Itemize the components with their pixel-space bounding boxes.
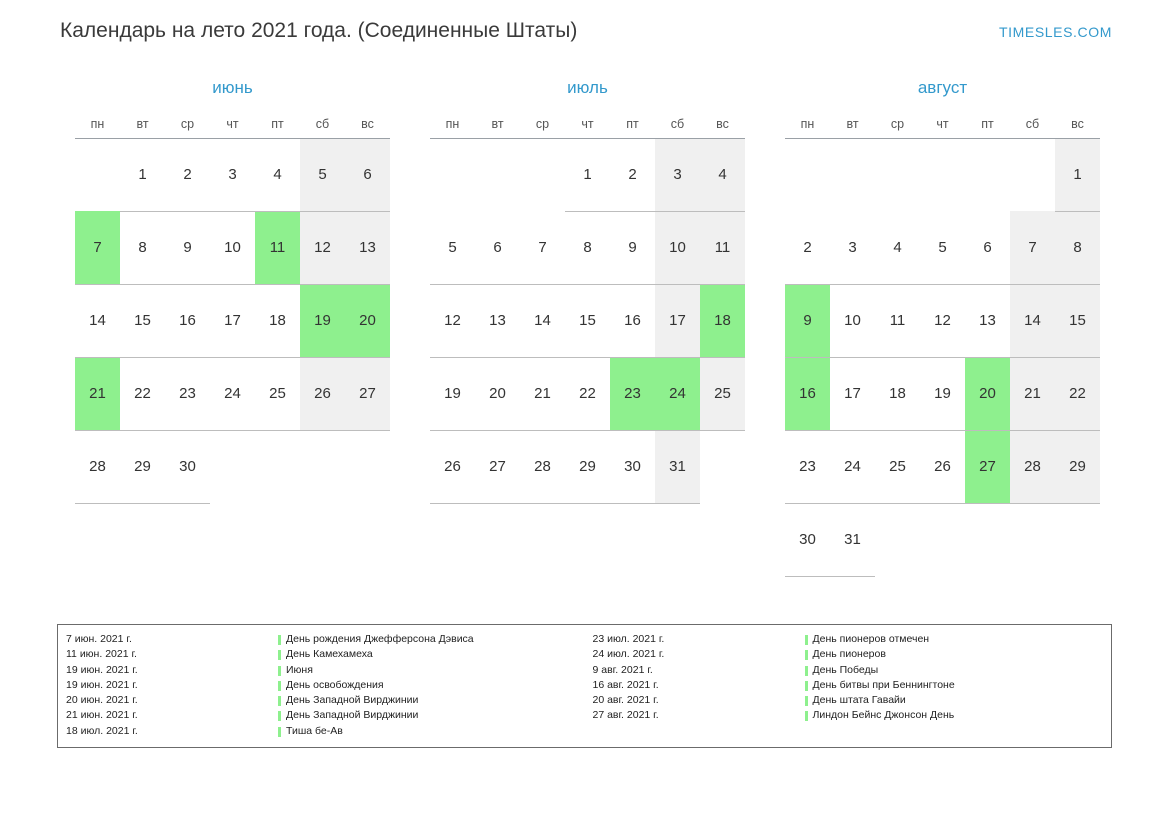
day-cell[interactable]: 28 <box>75 430 120 503</box>
day-cell-empty <box>875 138 920 211</box>
day-cell-empty <box>700 430 745 503</box>
holiday-legend <box>57 624 1112 748</box>
legend-column-left <box>58 632 585 739</box>
legend-date: 9 авг. 2021 г. <box>592 663 653 676</box>
day-cell[interactable]: 29 <box>565 430 610 503</box>
day-cell[interactable]: 24 <box>830 430 875 503</box>
day-cell[interactable]: 3 <box>210 138 255 211</box>
week-row <box>75 138 390 211</box>
day-cell[interactable]: 7 <box>1010 211 1055 284</box>
day-cell-holiday[interactable]: 7 <box>75 211 120 284</box>
week-row <box>75 211 390 284</box>
legend-holiday-name: Тиша бе-Ав <box>278 724 581 739</box>
month-block-август <box>770 78 1115 577</box>
day-cell-empty <box>830 138 875 211</box>
day-cell[interactable]: 1 <box>565 138 610 211</box>
day-cell[interactable]: 18 <box>255 284 300 357</box>
page-title: Календарь на лето 2021 года. (Соединенные Штаты) <box>60 19 578 42</box>
day-cell[interactable]: 6 <box>965 211 1010 284</box>
day-cell-empty <box>875 503 920 576</box>
day-cell-holiday[interactable]: 9 <box>785 284 830 357</box>
day-cell[interactable]: 3 <box>830 211 875 284</box>
day-cell-holiday[interactable]: 19 <box>300 284 345 357</box>
day-cell-holiday[interactable]: 20 <box>965 357 1010 430</box>
weekday-header-row <box>785 110 1100 138</box>
legend-date: 7 июн. 2021 г. <box>66 633 132 645</box>
legend-date: 21 июн. 2021 г. <box>66 709 138 722</box>
weekday-ср: ср <box>875 110 920 138</box>
day-cell-holiday[interactable]: 24 <box>655 357 700 430</box>
day-cell[interactable]: 10 <box>210 211 255 284</box>
month-table <box>75 110 390 504</box>
day-cell[interactable]: 7 <box>520 211 565 284</box>
month-name: июнь <box>212 78 253 97</box>
legend-holiday-name: День рождения Джефферсона Дэвиса <box>278 632 581 647</box>
weekday-пт: пт <box>610 110 655 138</box>
day-cell-empty <box>255 430 300 503</box>
day-cell-empty <box>75 138 120 211</box>
month-table <box>785 110 1100 577</box>
day-cell[interactable]: 1 <box>1055 138 1100 211</box>
legend-names-left <box>278 632 581 739</box>
legend-date: 24 июл. 2021 г. <box>592 648 665 661</box>
day-cell[interactable]: 18 <box>875 357 920 430</box>
day-cell[interactable]: 25 <box>255 357 300 430</box>
week-row <box>785 357 1100 430</box>
legend-holiday-name: День пионеров отмечен <box>805 632 1108 647</box>
day-cell[interactable]: 29 <box>1055 430 1100 503</box>
day-cell[interactable]: 20 <box>475 357 520 430</box>
day-cell[interactable]: 10 <box>830 284 875 357</box>
day-cell[interactable]: 16 <box>165 284 210 357</box>
day-cell[interactable]: 25 <box>875 430 920 503</box>
site-brand-link[interactable]: TIMESLES.COM <box>999 24 1112 40</box>
day-cell[interactable]: 12 <box>300 211 345 284</box>
day-cell[interactable]: 26 <box>430 430 475 503</box>
day-cell-empty <box>300 430 345 503</box>
day-cell[interactable]: 15 <box>565 284 610 357</box>
weekday-вс: вс <box>1055 110 1100 138</box>
day-cell[interactable]: 26 <box>920 430 965 503</box>
day-cell[interactable]: 8 <box>565 211 610 284</box>
day-cell[interactable]: 30 <box>785 503 830 576</box>
legend-holiday-name: День штата Гавайи <box>805 693 1108 708</box>
day-cell[interactable]: 27 <box>475 430 520 503</box>
month-name: июль <box>567 78 608 97</box>
day-cell[interactable]: 15 <box>120 284 165 357</box>
day-cell[interactable]: 5 <box>920 211 965 284</box>
weekday-чт: чт <box>920 110 965 138</box>
legend-dates-left <box>66 632 278 739</box>
day-cell[interactable]: 14 <box>75 284 120 357</box>
day-cell[interactable]: 2 <box>785 211 830 284</box>
weekday-вс: вс <box>345 110 390 138</box>
weekday-header-row <box>430 110 745 138</box>
weekday-вс: вс <box>700 110 745 138</box>
day-cell[interactable]: 22 <box>1055 357 1100 430</box>
week-row <box>75 284 390 357</box>
day-cell-holiday[interactable]: 21 <box>75 357 120 430</box>
legend-date: 16 авг. 2021 г. <box>592 678 659 691</box>
day-cell-empty <box>475 138 520 211</box>
month-name: август <box>917 78 968 97</box>
day-cell[interactable]: 17 <box>830 357 875 430</box>
day-cell-empty <box>1055 503 1100 576</box>
weekday-пт: пт <box>965 110 1010 138</box>
day-cell-holiday[interactable]: 20 <box>345 284 390 357</box>
legend-date: 20 июн. 2021 г. <box>66 694 138 707</box>
week-row <box>785 211 1100 284</box>
day-cell[interactable]: 15 <box>1055 284 1100 357</box>
legend-date: 27 авг. 2021 г. <box>592 709 659 722</box>
day-cell[interactable]: 6 <box>345 138 390 211</box>
day-cell[interactable]: 6 <box>475 211 520 284</box>
day-cell[interactable]: 19 <box>430 357 475 430</box>
day-cell-empty <box>920 503 965 576</box>
week-row <box>430 211 745 284</box>
legend-holiday-name: Линдон Бейнс Джонсон День <box>805 708 1108 723</box>
month-block-июнь <box>60 78 405 577</box>
day-cell[interactable]: 17 <box>210 284 255 357</box>
day-cell-holiday[interactable]: 23 <box>610 357 655 430</box>
day-cell[interactable]: 14 <box>1010 284 1055 357</box>
legend-holiday-name: День Камехамеха <box>278 647 581 662</box>
weekday-сб: сб <box>1010 110 1055 138</box>
day-cell[interactable]: 21 <box>520 357 565 430</box>
day-cell-holiday[interactable]: 11 <box>255 211 300 284</box>
weekday-сб: сб <box>655 110 700 138</box>
weekday-пн: пн <box>75 110 120 138</box>
legend-names-right <box>805 632 1108 739</box>
day-cell[interactable]: 5 <box>430 211 475 284</box>
day-cell[interactable]: 21 <box>1010 357 1055 430</box>
weekday-вт: вт <box>830 110 875 138</box>
day-cell[interactable]: 19 <box>920 357 965 430</box>
legend-date: 11 июн. 2021 г. <box>66 648 137 661</box>
day-cell[interactable]: 23 <box>165 357 210 430</box>
day-cell[interactable]: 28 <box>520 430 565 503</box>
day-cell[interactable]: 23 <box>785 430 830 503</box>
day-cell[interactable]: 27 <box>345 357 390 430</box>
day-cell[interactable]: 30 <box>165 430 210 503</box>
weekday-пн: пн <box>785 110 830 138</box>
day-cell-holiday[interactable]: 16 <box>785 357 830 430</box>
day-cell[interactable]: 11 <box>700 211 745 284</box>
legend-holiday-name: День Западной Вирджинии <box>278 693 581 708</box>
day-cell-empty <box>1010 138 1055 211</box>
page-header <box>0 0 1169 62</box>
day-cell[interactable]: 25 <box>700 357 745 430</box>
months-container <box>60 78 1115 577</box>
legend-date: 19 июн. 2021 г. <box>66 663 138 676</box>
day-cell[interactable]: 4 <box>700 138 745 211</box>
day-cell[interactable]: 5 <box>300 138 345 211</box>
day-cell[interactable]: 9 <box>165 211 210 284</box>
day-cell[interactable]: 17 <box>655 284 700 357</box>
weekday-ср: ср <box>165 110 210 138</box>
day-cell[interactable]: 4 <box>255 138 300 211</box>
day-cell-empty <box>520 138 565 211</box>
weekday-сб: сб <box>300 110 345 138</box>
day-cell[interactable]: 13 <box>965 284 1010 357</box>
weekday-header-row <box>75 110 390 138</box>
day-cell[interactable]: 2 <box>610 138 655 211</box>
week-row <box>430 284 745 357</box>
day-cell-empty <box>1010 503 1055 576</box>
legend-holiday-name: День освобождения <box>278 678 581 693</box>
week-row <box>75 357 390 430</box>
day-cell[interactable]: 3 <box>655 138 700 211</box>
legend-holiday-name: День Западной Вирджинии <box>278 708 581 723</box>
day-cell[interactable]: 13 <box>475 284 520 357</box>
day-cell[interactable]: 12 <box>920 284 965 357</box>
day-cell[interactable]: 30 <box>610 430 655 503</box>
day-cell[interactable]: 12 <box>430 284 475 357</box>
day-cell[interactable]: 22 <box>565 357 610 430</box>
day-cell[interactable]: 22 <box>120 357 165 430</box>
day-cell-empty <box>965 138 1010 211</box>
legend-date: 18 июл. 2021 г. <box>66 724 138 737</box>
day-cell[interactable]: 2 <box>165 138 210 211</box>
week-row <box>785 430 1100 503</box>
legend-holiday-name: День битвы при Беннингтоне <box>805 678 1108 693</box>
day-cell[interactable]: 13 <box>345 211 390 284</box>
day-cell[interactable]: 28 <box>1010 430 1055 503</box>
week-row <box>785 284 1100 357</box>
legend-date: 20 авг. 2021 г. <box>592 694 659 707</box>
week-row <box>430 357 745 430</box>
legend-holiday-name: День пионеров <box>805 647 1108 662</box>
week-row <box>430 138 745 211</box>
day-cell-empty <box>345 430 390 503</box>
day-cell-empty <box>785 138 830 211</box>
week-row <box>785 138 1100 211</box>
day-cell[interactable]: 9 <box>610 211 655 284</box>
week-row <box>75 430 390 503</box>
weekday-чт: чт <box>565 110 610 138</box>
weekday-пн: пн <box>430 110 475 138</box>
legend-dates-right <box>593 632 805 739</box>
month-block-июль <box>415 78 760 577</box>
week-row <box>430 430 745 503</box>
legend-date: 19 июн. 2021 г. <box>66 678 138 691</box>
week-row <box>785 503 1100 576</box>
day-cell-empty <box>920 138 965 211</box>
day-cell-empty <box>965 503 1010 576</box>
day-cell[interactable]: 31 <box>655 430 700 503</box>
legend-column-right <box>585 632 1112 739</box>
day-cell[interactable]: 26 <box>300 357 345 430</box>
weekday-ср: ср <box>520 110 565 138</box>
day-cell[interactable]: 24 <box>210 357 255 430</box>
weekday-вт: вт <box>475 110 520 138</box>
day-cell[interactable]: 29 <box>120 430 165 503</box>
day-cell[interactable]: 1 <box>120 138 165 211</box>
day-cell-holiday[interactable]: 18 <box>700 284 745 357</box>
weekday-чт: чт <box>210 110 255 138</box>
day-cell-empty <box>210 430 255 503</box>
day-cell[interactable]: 14 <box>520 284 565 357</box>
day-cell[interactable]: 31 <box>830 503 875 576</box>
day-cell[interactable]: 4 <box>875 211 920 284</box>
weekday-пт: пт <box>255 110 300 138</box>
weekday-вт: вт <box>120 110 165 138</box>
legend-date: 23 июл. 2021 г. <box>592 633 665 645</box>
legend-holiday-name: День Победы <box>805 663 1108 678</box>
day-cell-holiday[interactable]: 27 <box>965 430 1010 503</box>
day-cell[interactable]: 16 <box>610 284 655 357</box>
day-cell[interactable]: 8 <box>120 211 165 284</box>
day-cell[interactable]: 11 <box>875 284 920 357</box>
day-cell[interactable]: 8 <box>1055 211 1100 284</box>
legend-holiday-name: Июня <box>278 663 581 678</box>
day-cell-empty <box>430 138 475 211</box>
day-cell[interactable]: 10 <box>655 211 700 284</box>
month-table <box>430 110 745 504</box>
